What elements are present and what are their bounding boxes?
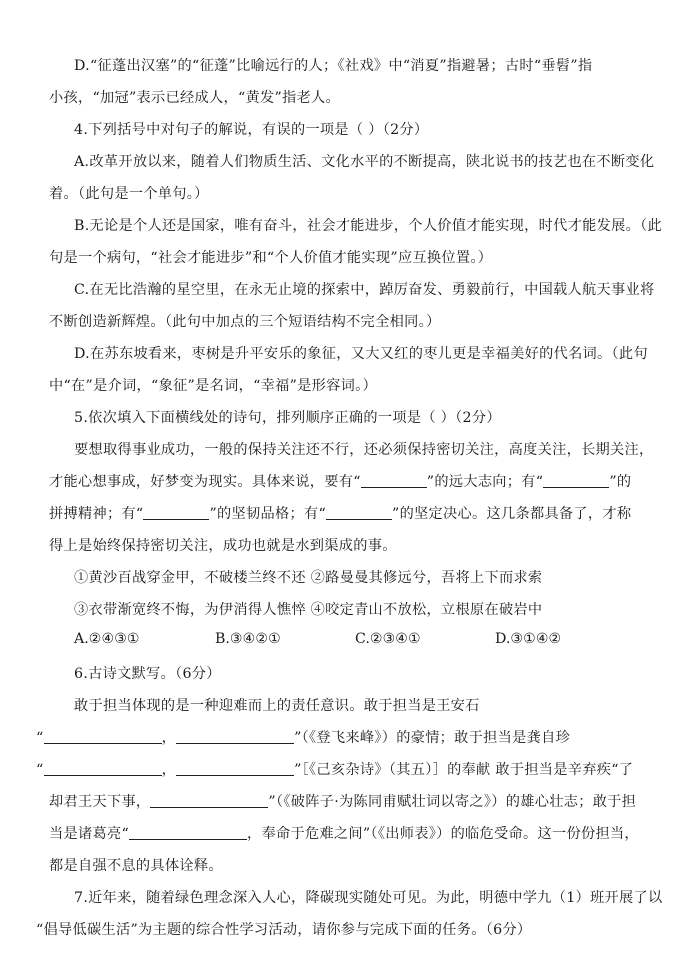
q6-passage-line2 [36,727,626,747]
q5-passage-line4: 得上是始终保持密切关注，成功也就是水到渠成的事。 [49,538,397,554]
q5-poems-line1: ①黄沙百战穿金甲，不破楼兰终不还 ②路曼曼其修远兮，吾将上下而求索 [74,570,543,586]
text: ”（《破阵子·为陈同甫赋壮词以寄之》）的雄心壮志；敢于担 [268,794,637,810]
text: 拼搏精神；有“ [49,506,144,522]
text: ”［《己亥杂诗》（其五）］的奉献 敢于担当是辛弃疾“了 [294,762,634,778]
fill-blank [326,505,392,520]
q7-stem-line1: 7.近年来，随着绿色理念深入人心，降碳现实随处可见。为此，明德中学九（1）班开展了以 [74,890,663,906]
fill-blank [176,761,294,776]
q3-option-d-line2: 小孩，“加冠”表示已经成人，“黄发”指老人。 [49,90,340,106]
q4-option-d-line1: D.在苏东坡看来，枣树是升平安乐的象征，又大又红的枣儿更是幸福美好的代名词。（此句 [74,346,648,362]
q5-poems-line2: ③衣带渐宽终不悔，为伊消得人憔悴 ④咬定青山不放松，立根原在破岩中 [74,602,543,618]
text: “ [36,730,44,746]
text: ”的坚韧品格；有“ [209,506,327,522]
text: ， [161,730,177,746]
fill-blank [143,505,209,520]
q4-option-b-line2: 句是一个病句，“社会才能进步”和“个人价值才能实现”应互换位置。） [49,250,493,266]
q7-stem-line2: “倡导低碳生活”为主题的综合性学习活动，请你参与完成下面的任务。（6分） [36,922,532,938]
q4-option-d-line2: 中“在”是介词，“象征”是名词，“幸福”是形容词。） [49,378,377,394]
text: ”的坚定决心。这几条都具备了，才称 [392,506,632,522]
q5-option-a: A.②④③① [74,631,140,647]
q6-passage-line1: 敢于担当体现的是一种迎难而上的责任意识。敢于担当是王安石 [74,698,480,714]
q4-stem: 4.下列括号中对句子的解说，有误的一项是（ ）（2分） [74,122,429,138]
fill-blank [129,825,247,840]
q5-option-b: B.③④②① [215,631,281,647]
text: 却君王天下事， [49,794,151,810]
text: 当是诸葛亮“ [49,826,129,842]
q4-option-a-line1: A.改革开放以来，随着人们物质生活、文化水平的不断提高，陕北说书的技艺也在不断变化 [74,154,655,170]
fill-blank [361,473,427,488]
text: “ [36,762,44,778]
text: ”（《登飞来峰》）的豪情；敢于担当是龚自珍 [294,730,571,746]
q4-option-b-line1: B.无论是个人还是国家，唯有奋斗，社会才能进步，个人价值才能实现，时代才能发展。（此 [74,218,662,234]
q5-passage-line1: 要想取得事业成功，一般的保持关注还不行，还必须保持密切关注，高度关注，长期关注， [74,442,654,458]
fill-blank [44,729,162,744]
q6-passage-line5 [49,823,639,843]
fill-blank [44,761,162,776]
q4-option-c-line2: 不断创造新辉煌。（此句中加点的三个短语结构不完全相同。） [49,314,441,330]
q6-passage-line4 [49,791,639,811]
fill-blank [176,729,294,744]
q6-stem: 6.古诗文默写。（6分） [74,666,221,682]
q6-passage-line3 [36,759,634,779]
fill-blank [543,473,609,488]
text: 才能心想事成，好梦变为现实。具体来说，要有“ [49,474,361,490]
fill-blank [150,793,268,808]
q6-passage-line6: 都是自强不息的具体诠释。 [49,858,223,874]
text: ， [161,762,177,778]
q5-passage-line3 [49,503,639,523]
q4-option-a-line2: 着。（此句是一个单句。） [49,186,209,202]
q5-passage-line2 [49,471,639,491]
q5-stem: 5.依次填入下面横线处的诗句，排列顺序正确的一项是（ ）（2分） [74,410,501,426]
text: ”的 [609,474,632,490]
q4-option-c-line1: C.在无比浩瀚的星空里，在永无止境的探索中，踔厉奋发、勇毅前行，中国载人航天事业将 [74,282,655,298]
q5-option-d: D.③①④② [495,631,562,647]
q5-option-c: C.②③④① [355,631,421,647]
text: ”的远大志向；有“ [426,474,544,490]
text: ，奉命于危难之间”（《出师表》）的临危受命。这一份份担当， [247,826,639,842]
q3-option-d-line1: D.“征蓬出汉塞”的“征蓬”比喻远行的人；《社戏》中“消夏”指避暑；古时“垂髫”指 [74,58,593,74]
